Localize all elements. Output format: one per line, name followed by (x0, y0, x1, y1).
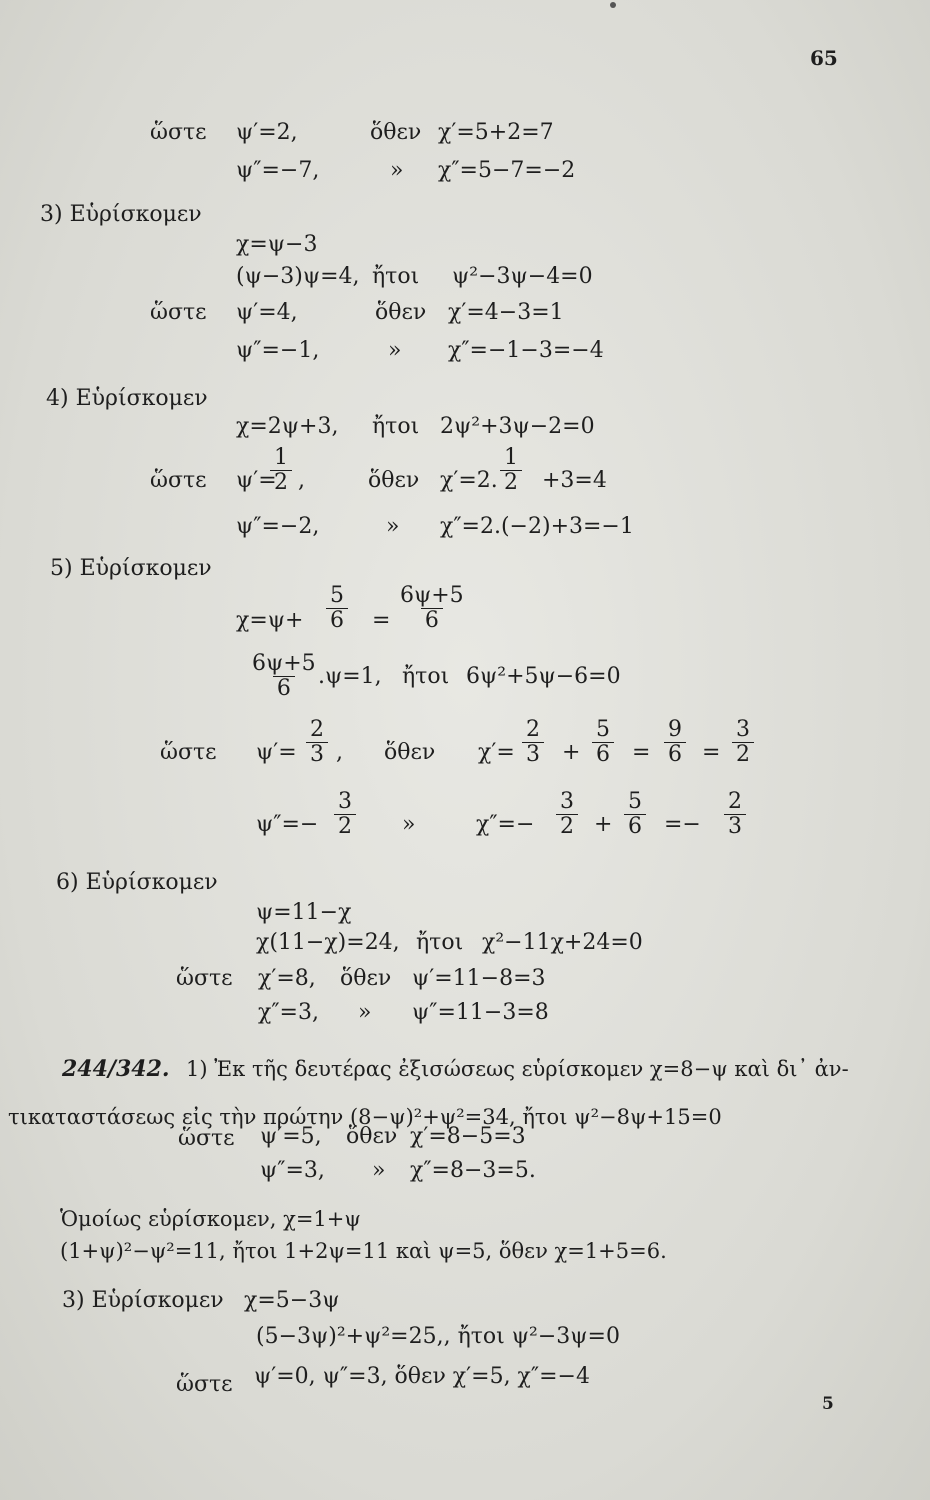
sosté-word: ὥστε (178, 1126, 235, 1151)
equation: χ=2ψ+3, (236, 414, 339, 439)
ditto-mark: » (386, 514, 400, 539)
section-heading-3b: 3) Εὑρίσκομεν (62, 1288, 224, 1313)
ditto-mark: » (388, 338, 402, 363)
equation: χ²−11χ+24=0 (482, 930, 643, 955)
equation: ψ²−3ψ−4=0 (452, 264, 593, 289)
equation: ψ″=11−3=8 (412, 1000, 549, 1025)
plus-sign: + (594, 812, 613, 837)
ditto-mark: » (372, 1158, 386, 1183)
equation: ψ′= (236, 468, 277, 493)
section-heading-6: 6) Εὑρίσκομεν (56, 870, 218, 895)
equation: χ″=− (476, 812, 535, 837)
equation: χ′=2. (440, 468, 498, 493)
equation: ψ′=2, (236, 120, 298, 145)
section-heading-3: 3) Εὑρίσκομεν (40, 202, 202, 227)
equation: ψ″=−1, (236, 338, 320, 363)
equation: ψ′=4, (236, 300, 298, 325)
fraction: $\frac{5}{6}$ (326, 584, 348, 633)
etoi-word: ἤτοι (402, 664, 450, 689)
equals-sign: = (372, 608, 391, 633)
equation: =− (664, 812, 701, 837)
section-heading-5: 5) Εὑρίσκομεν (50, 556, 212, 581)
fraction: $\frac{6\psi+5}{6}$ (400, 583, 464, 633)
comma: , (336, 740, 343, 765)
sosté-word: ὥστε (150, 300, 207, 325)
equation: (5−3ψ)²+ψ²=25,, ἤτοι ψ²−3ψ=0 (256, 1324, 620, 1349)
fraction: $\frac{5}{6}$ (592, 718, 614, 767)
equation: ψ′=11−8=3 (412, 966, 546, 991)
exercise-text: Ὁμοίως εὑρίσκομεν, χ=1+ψ (60, 1207, 361, 1231)
sosté-word: ὥστε (150, 120, 207, 145)
fraction: $\frac{3}{2}$ (334, 790, 356, 839)
exercise-number: 244/342. (62, 1056, 170, 1082)
fraction: $\frac{3}{2}$ (732, 718, 754, 767)
equals-sign: = (702, 740, 721, 765)
sosté-word: ὥστε (176, 966, 233, 991)
othen-word: ὅθεν (375, 300, 427, 325)
fraction: $\frac{1}{2}$ (500, 446, 522, 495)
equation: χ″=−1−3=−4 (448, 338, 604, 363)
equation: 6ψ²+5ψ−6=0 (466, 664, 621, 689)
equation: χ′=5+2=7 (438, 120, 554, 145)
exercise-text: 1) Ἐκ τῆς δευτέρας ἐξισώσεως εὑρίσκομεν χ=8−ψ καὶ δι᾽ ἀν- (186, 1057, 849, 1081)
fraction: $\frac{6\psi+5}{6}$ (252, 651, 316, 701)
equation: ψ′=5, (260, 1124, 322, 1149)
etoi-word: ἤτοι (372, 414, 420, 439)
equation: χ′= (478, 740, 515, 765)
equation: χ″=3, (258, 1000, 319, 1025)
ditto-mark: » (358, 1000, 372, 1025)
equation: ψ=11−χ (256, 900, 352, 925)
equation: χ″=8−3=5. (410, 1158, 536, 1183)
etoi-word: ἤτοι (372, 264, 420, 289)
othen-word: ὅθεν (370, 120, 422, 145)
fraction: $\frac{2}{3}$ (724, 790, 746, 839)
ditto-mark: » (390, 158, 404, 183)
equation: +3=4 (542, 468, 607, 493)
fraction: $\frac{2}{3}$ (522, 718, 544, 767)
equation: ψ″=−2, (236, 514, 320, 539)
fraction: $\frac{5}{6}$ (624, 790, 646, 839)
exercise-text: τικαταστάσεως εἰς τὴν πρώτην (8−ψ)²+ψ²=34, ἤτοι ψ²−8ψ+15=0 (8, 1105, 722, 1129)
othen-word: ὅθεν (368, 468, 420, 493)
page-number: 65 (810, 46, 838, 70)
equation: (ψ−3)ψ=4, (236, 264, 360, 289)
equation: χ″=2.(−2)+3=−1 (440, 514, 634, 539)
othen-word: ὅθεν (340, 966, 392, 991)
equation: χ′=8, (258, 966, 316, 991)
equation: ψ″=−7, (236, 158, 320, 183)
equation: χ=ψ−3 (236, 232, 318, 257)
equation: χ′=8−5=3 (410, 1124, 526, 1149)
equation: χ(11−χ)=24, (256, 930, 400, 955)
othen-word: ὅθεν (384, 740, 436, 765)
othen-word: ὅθεν (346, 1124, 398, 1149)
fraction: $\frac{9}{6}$ (664, 718, 686, 767)
fraction: $\frac{1}{2}$ (270, 446, 292, 495)
footer-mark: 5 (822, 1394, 834, 1414)
exercise-text: (1+ψ)²−ψ²=11, ἤτοι 1+2ψ=11 καὶ ψ=5, ὅθεν χ=1+5=6. (60, 1239, 667, 1263)
etoi-word: ἤτοι (416, 930, 464, 955)
sosté-word: ὥστε (150, 468, 207, 493)
equation: ψ′=0, ψ″=3, ὅθεν χ′=5, χ″=−4 (254, 1364, 590, 1389)
ditto-mark: » (402, 812, 416, 837)
equation: χ=ψ+ (236, 608, 304, 633)
equation: .ψ=1, (318, 664, 382, 689)
plus-sign: + (562, 740, 581, 765)
speck (610, 2, 616, 8)
comma: , (298, 468, 305, 493)
equation: 2ψ²+3ψ−2=0 (440, 414, 595, 439)
equation: χ=5−3ψ (244, 1288, 340, 1313)
equation: ψ″=3, (260, 1158, 325, 1183)
section-heading-4: 4) Εὑρίσκομεν (46, 386, 208, 411)
fraction: $\frac{2}{3}$ (306, 718, 328, 767)
fraction: $\frac{3}{2}$ (556, 790, 578, 839)
equation: χ′=4−3=1 (448, 300, 564, 325)
sosté-word: ὥστε (176, 1372, 233, 1397)
sosté-word: ὥστε (160, 740, 217, 765)
equals-sign: = (632, 740, 651, 765)
equation: ψ″=− (256, 812, 319, 837)
equation: ψ′= (256, 740, 297, 765)
equation: χ″=5−7=−2 (438, 158, 576, 183)
